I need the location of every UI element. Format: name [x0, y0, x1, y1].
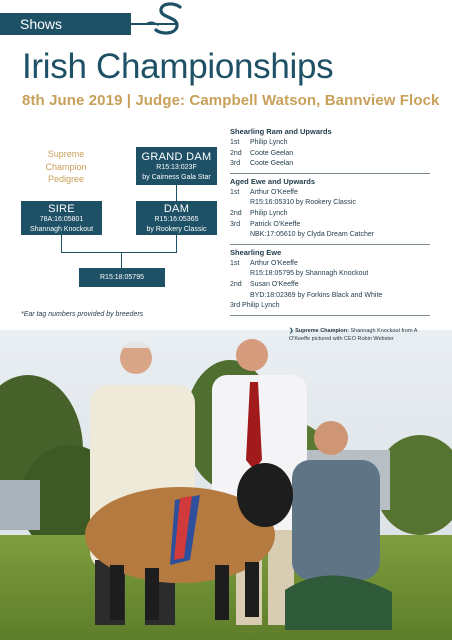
- result-entrant: 3rd Philip Lynch: [230, 302, 280, 310]
- result-row: [230, 291, 430, 302]
- dam-desc: by Rookery Classic: [146, 225, 207, 233]
- champion-photo: [0, 330, 452, 640]
- pedigree-connector: [176, 235, 177, 252]
- result-entrant: R15:18:05795 by Shannagh Knockout: [250, 270, 369, 278]
- grand-dam-tag: R15:13:023F: [156, 164, 197, 171]
- result-entrant: NBK:17:05610 by Clyda Dream Catcher: [250, 231, 375, 239]
- stylised-s-logo-icon: [146, 2, 186, 38]
- result-entrant: BYD:18:02369 by Forkins Black and White: [250, 291, 383, 299]
- result-row: [230, 198, 430, 209]
- result-position: 2nd: [230, 280, 242, 288]
- pedigree-box-sire: [21, 201, 102, 235]
- result-position: 2nd: [230, 149, 242, 157]
- pedigree-label-line: Pedigree: [47, 174, 85, 184]
- result-entrant: Susan O'Keeffe: [250, 280, 299, 288]
- pedigree-connector: [121, 252, 122, 268]
- photo-caption: [289, 328, 435, 343]
- result-entrant: Coote Geelan: [250, 160, 294, 168]
- sire-tag: 78A:16:05801: [39, 216, 84, 223]
- pedigree-box-champion: R15:18:05795: [79, 268, 165, 287]
- dam-name: DAM: [163, 203, 190, 215]
- result-position: 1st: [230, 188, 240, 196]
- result-position: [230, 230, 250, 241]
- result-row: [230, 209, 430, 220]
- result-entrant: Coote Geelan: [250, 149, 294, 157]
- pedigree-connector: [61, 235, 62, 252]
- pedigree-label-line: Supreme: [47, 149, 85, 159]
- chevron-right-icon: ❯: [289, 328, 294, 334]
- results-category-title: Shearling Ewe: [230, 247, 282, 257]
- results-divider: [230, 315, 430, 316]
- result-position: 3rd: [230, 160, 241, 168]
- result-row: [230, 220, 430, 231]
- result-entrant: Arthur O'Keeffe: [250, 188, 298, 196]
- pedigree-label: [36, 148, 96, 186]
- result-position: [230, 291, 250, 302]
- result-entrant: R15:16:05310 by Rookery Classic: [250, 199, 356, 207]
- result-row: [230, 269, 430, 280]
- result-position: [230, 269, 250, 280]
- result-entrant: Philip Lynch: [250, 209, 288, 217]
- result-position: 2nd: [230, 209, 242, 217]
- result-entrant: Patrick O'Keeffe: [250, 220, 301, 228]
- sire-name: SIRE: [48, 203, 75, 215]
- sire-desc: Shannagh Knockout: [29, 225, 94, 233]
- results-divider: [230, 244, 430, 245]
- dam-tag: R15:16:05365: [154, 216, 199, 223]
- result-row: [230, 301, 430, 312]
- result-position: [230, 198, 250, 209]
- results-category-title: Shearling Ram and Upwards: [230, 127, 332, 136]
- page-subtitle: 8th June 2019 | Judge: Campbell Watson, Bannview Flock: [22, 92, 440, 109]
- result-row: [230, 259, 430, 270]
- result-position: 1st: [230, 139, 240, 146]
- pedigree-connector: [61, 252, 177, 253]
- pedigree-connector: [176, 185, 177, 201]
- result-row: [230, 280, 430, 291]
- results-category: [230, 177, 430, 241]
- caption-text: Shannagh Knockout from A O'Keeffe pictured with CEO Robin Webster: [289, 328, 418, 342]
- results-category-title: Aged Ewe and Upwards: [230, 176, 316, 186]
- section-header-bar: [0, 13, 131, 35]
- result-row: [230, 138, 430, 149]
- pedigree-footnote: *Ear tag numbers provided by breeders: [21, 311, 144, 318]
- page-title: Irish Championships: [22, 47, 334, 86]
- results-category: [230, 127, 430, 170]
- grand-dam-name: GRAND DAM: [141, 151, 212, 163]
- pedigree-box-grand-dam: [136, 147, 217, 185]
- result-row: [230, 159, 430, 170]
- pedigree-label-line: Champion: [45, 161, 87, 172]
- section-label: Shows: [20, 16, 63, 32]
- result-row: [230, 188, 430, 199]
- grand-dam-desc: by Cairness Gala Star: [142, 173, 211, 181]
- results-list: [230, 127, 430, 319]
- result-row: [230, 149, 430, 160]
- result-entrant: Philip Lynch: [250, 139, 288, 146]
- result-position: 3rd: [230, 220, 241, 228]
- result-entrant: Arthur O'Keeffe: [250, 259, 298, 267]
- pedigree-box-dam: [136, 201, 217, 235]
- results-divider: [230, 173, 430, 174]
- results-category: [230, 248, 430, 312]
- result-row: [230, 230, 430, 241]
- caption-title: Supreme Champion:: [295, 328, 349, 334]
- result-position: 1st: [230, 259, 240, 267]
